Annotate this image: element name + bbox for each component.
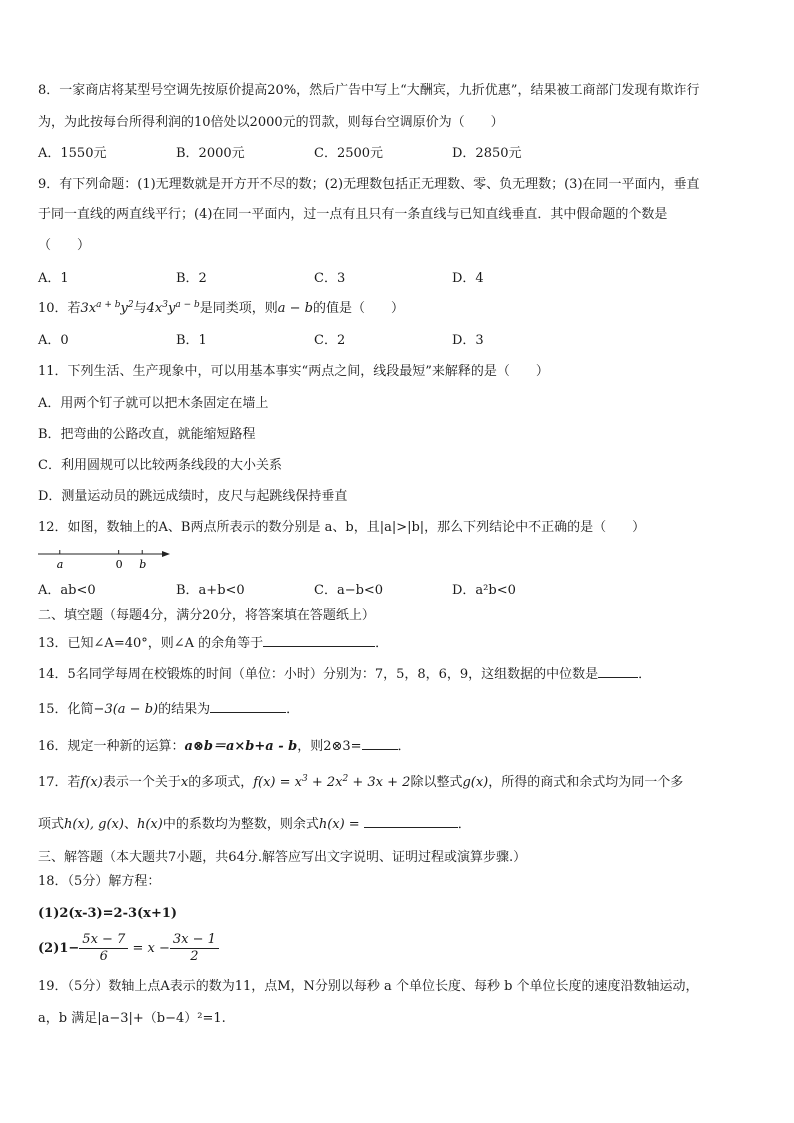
q16 — [38, 737, 756, 756]
q17-end: ． — [457, 817, 471, 832]
q9-line3: （ ） — [38, 238, 91, 253]
q16-prefix: 16．规定一种新的运算： — [38, 739, 185, 754]
q8-line2: 为，为此按每台所得利润的10倍处以2000元的罚款，则每台空调原价为（ ） — [38, 115, 504, 130]
q14-end: ． — [638, 667, 652, 682]
q9-option-a: A．1 — [38, 271, 69, 286]
q9-line1: 9．有下列命题：(1)无理数就是开方开不尽的数；(2)无理数包括正无理数、零、负无理数；(3)在同一平面内，垂直 — [38, 177, 700, 192]
q8-option-b: B．2000元 — [176, 146, 245, 161]
q17-x: x — [180, 775, 189, 790]
q10-suffix: 是同类项，则 — [199, 301, 278, 316]
q13-answer-blank — [263, 634, 375, 647]
q11-stem: 11．下列生活、生产现象中，可以用基本事实“两点之间，线段最短”来解释的是（ ） — [38, 364, 549, 379]
q10-middle: 与 — [133, 301, 147, 316]
q9-option-c: C．3 — [314, 271, 346, 286]
q19-line1: 19．（5分）数轴上点A表示的数为11，点M，N分别以每秒 a 个单位长度、每秒 b 个单位长度的速度沿数轴运动， — [38, 979, 699, 994]
q10-option-b: B．1 — [176, 333, 207, 348]
q10-option-c: C．2 — [314, 333, 346, 348]
q14-text: 14．5名同学每周在校锻炼的时间（单位：小时）分别为：7，5，8，6，9，这组数据的中位数是 — [38, 667, 599, 682]
q17-gx: g(x) — [462, 775, 489, 790]
q18-stem: 18．（5分）解方程： — [38, 874, 161, 889]
q16-answer-blank — [362, 737, 398, 750]
q13 — [38, 634, 756, 653]
q14 — [38, 665, 756, 684]
q16-end: ． — [397, 739, 411, 754]
q15-end: ． — [286, 702, 300, 717]
q17-fx: f(x) — [80, 775, 103, 790]
q12-label-b: b — [139, 558, 147, 571]
q18-fraction-2: $\frac{3x - 1}{2}$ — [170, 932, 219, 965]
q11-option-c: C．利用圆规可以比较两条线段的大小关系 — [38, 458, 282, 473]
q11-option-b: B．把弯曲的公路改直，就能缩短路程 — [38, 427, 256, 442]
q12-option-c: C．a−b<0 — [314, 583, 384, 598]
q10-option-a: A．0 — [38, 333, 69, 348]
q15-text: 的结果为 — [158, 702, 211, 717]
q12-stem: 12．如图，数轴上的A、B两点所表示的数分别是 a、b，且|a|>|b|，那么下列结论中不正确的是（ ） — [38, 520, 646, 535]
q10-term2: $4x^3y^{a - b}$ — [146, 300, 200, 316]
q10-prefix: 10．若 — [38, 301, 81, 316]
q14-answer-blank — [598, 665, 638, 678]
q13-text: 13．已知∠A=40°，则∠A 的余角等于 — [38, 636, 264, 651]
q11-option-d: D．测量运动员的跳远成绩时，皮尺与起跳线保持垂直 — [38, 489, 348, 504]
q10-stem — [38, 300, 756, 318]
q15-expr: −3(a − b) — [93, 702, 159, 717]
q12-number-line — [36, 544, 176, 572]
q16-text: ，则2⊗3= — [297, 739, 362, 754]
q9-option-d: D．4 — [452, 271, 484, 286]
q8-option-c: C．2500元 — [314, 146, 384, 161]
q17-line1: 17．若f(x)表示一个关于x的多项式，$f(x) = x^3 + 2x^2 + 3x + 2$除以整式g(x)，所得的商式和余式均为同一个多 — [38, 774, 684, 790]
q11-option-a: A．用两个钉子就可以把木条固定在墙上 — [38, 396, 269, 411]
q18-eq2-mid: = x − — [128, 941, 170, 956]
q18-fraction-1: $\frac{5x - 7}{6}$ — [79, 932, 128, 965]
q15 — [38, 700, 756, 719]
q8-line1: 8．一家商店将某型号空调先按原价提高20%，然后广告中写上“大酬宾，九折优惠”，结果被工商部门发现有欺诈行 — [38, 83, 700, 98]
q18-eq2 — [38, 930, 756, 970]
q9-line2: 于同一直线的两直线平行；(4)在同一平面内，过一点有且只有一条直线与已知直线垂直．其中假命题的个数是 — [38, 207, 668, 222]
q10-expr: a − b — [277, 301, 313, 316]
q19-line2: a，b 满足|a−3|+（b−4）²=1. — [38, 1011, 226, 1026]
q9-option-b: B．2 — [176, 271, 207, 286]
q15-prefix: 15．化简 — [38, 702, 94, 717]
q13-end: ． — [375, 636, 389, 651]
q17-hx: h(x) — [136, 817, 163, 832]
q17-vars: h(x), g(x) — [64, 817, 124, 832]
q12-option-d: D．a²b<0 — [452, 583, 516, 598]
q8-option-a: A．1550元 — [38, 146, 107, 161]
q17-polynomial: $f(x) = x^3 + 2x^2 + 3x + 2$ — [253, 774, 411, 790]
q15-answer-blank — [210, 700, 286, 713]
section2-heading: 二、填空题（每题4分，满分20分，将答案填在答题纸上） — [38, 608, 375, 623]
q17-answer-blank — [364, 815, 458, 828]
q10-term1: $3x^{a + b}y^2$ — [80, 300, 134, 316]
q12-option-b: B．a+b<0 — [176, 583, 245, 598]
q18-eq2-prefix: (2)1− — [38, 941, 80, 956]
q17-remainder: h(x) = — [318, 817, 360, 832]
q17-line2: 项式h(x), g(x)、h(x)中的系数均为整数，则余式h(x) = ． — [38, 817, 471, 832]
q10-option-d: D．3 — [452, 333, 484, 348]
q10-suffix2: 的值是（ ） — [313, 301, 405, 316]
q12-label-a: a — [56, 558, 64, 571]
q18-eq1: (1)2(x-3)=2-3(x+1) — [38, 906, 178, 921]
q12-label-0: 0 — [115, 558, 123, 571]
q16-rule: a⊗b＝a×b+a - b — [184, 739, 298, 754]
q12-option-a: A．ab<0 — [38, 583, 96, 598]
section3-heading: 三、解答题（本大题共7小题，共64分.解答应写出文字说明、证明过程或演算步骤.） — [38, 850, 527, 865]
q8-option-d: D．2850元 — [452, 146, 522, 161]
